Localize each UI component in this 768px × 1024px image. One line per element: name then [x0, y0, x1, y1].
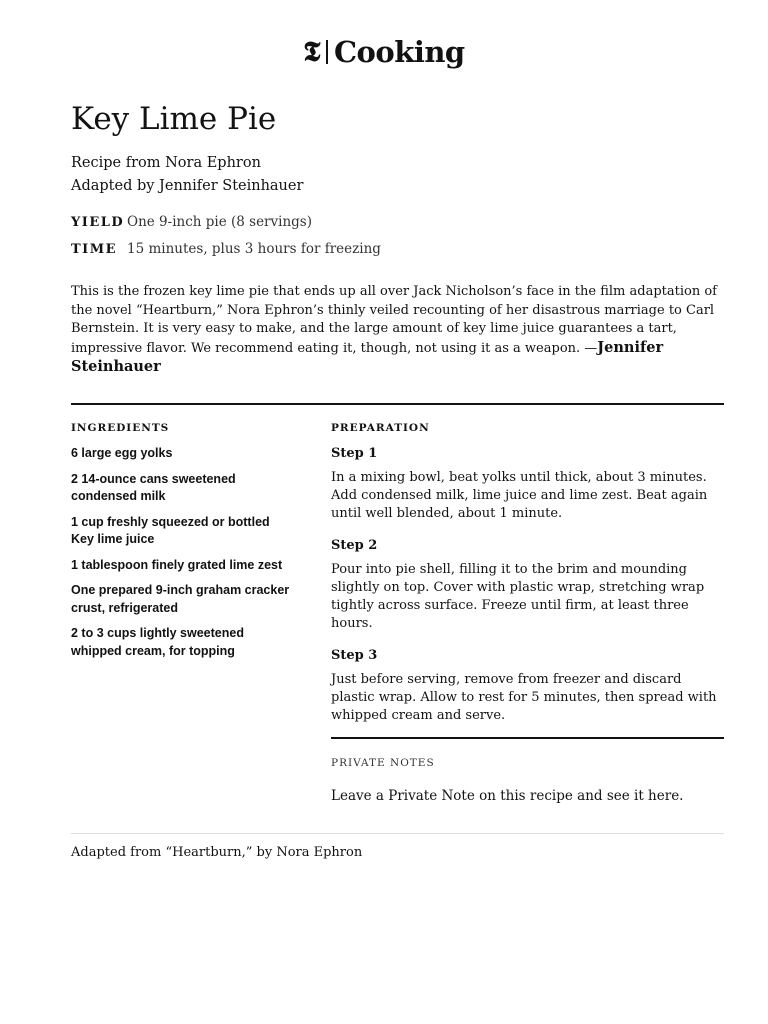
recipe-time: [71, 241, 381, 257]
nyt-cooking-logo[interactable]: [0, 36, 768, 68]
ingredient-item: 1 tablespoon finely grated lime zest: [71, 557, 283, 572]
intro-text: This is the frozen key lime pie that ends up all over Jack Nicholson’s face in the film adaptation of the novel “Heartburn,” Nora Ephron’s thinly veiled recounting of her disastrous marriage to Carl Bernstein. It is very easy to make, and the large amount of key lime juice guarantees a tart, impressive flavor. We recommend eating it, though, not using it as a weapon. —: [71, 284, 717, 356]
recipe-intro: [71, 283, 723, 378]
private-note-link[interactable]: Leave a Private Note on this recipe and see it here.: [331, 788, 684, 804]
recipe-yield: [71, 214, 312, 230]
yield-value: One 9-inch pie (8 servings): [127, 214, 312, 230]
ingredient-item: 1 cup freshly squeezed or bottled Key lime juice: [71, 514, 270, 546]
step-title: Step 3: [331, 648, 378, 663]
ingredient-item: 2 14-ounce cans sweetened condensed milk: [71, 471, 236, 503]
step-text: Pour into pie shell, filling it to the brim and mounding slightly on top. Cover with plastic wrap, stretching wrap tightly across surface. Freeze until firm, at least three hours.: [331, 562, 705, 631]
ingredients-heading: INGREDIENTS: [71, 422, 170, 434]
private-notes-heading: PRIVATE NOTES: [331, 757, 435, 769]
ingredients-section: [71, 421, 296, 668]
logo-divider: [326, 40, 328, 64]
logo-wordmark: Cooking: [333, 35, 465, 69]
recipe-source-note: Adapted from “Heartburn,” by Nora Ephron: [71, 845, 363, 860]
yield-label: YIELD: [71, 215, 125, 230]
step-title: Step 2: [331, 538, 378, 553]
preparation-section: [331, 421, 724, 739]
section-divider: [71, 403, 724, 405]
recipe-byline-source: Recipe from Nora Ephron: [71, 155, 261, 171]
intro-author: Jennifer Steinhauer: [71, 338, 664, 375]
preparation-heading: PREPARATION: [331, 422, 430, 434]
step-title: Step 1: [331, 446, 378, 461]
footer-divider: [71, 833, 724, 834]
ingredient-item: 6 large egg yolks: [71, 446, 173, 460]
notes-divider: [331, 737, 724, 739]
time-value: 15 minutes, plus 3 hours for freezing: [127, 241, 381, 257]
step-text: Just before serving, remove from freezer and discard plastic wrap. Allow to rest for 5 minutes, then spread with whipped cream and serve.: [331, 672, 717, 723]
ingredient-item: 2 to 3 cups lightly sweetened whipped cream, for topping: [71, 626, 244, 658]
time-label: TIME: [71, 242, 118, 257]
step-text: In a mixing bowl, beat yolks until thick, about 3 minutes. Add condensed milk, lime juice and lime zest. Beat again until well blended, about 1 minute.: [331, 470, 708, 521]
ingredients-list: [71, 445, 296, 660]
recipe-byline-adapter: Adapted by Jennifer Steinhauer: [71, 178, 304, 194]
nyt-t-logo-icon: 𝕿: [303, 35, 321, 68]
ingredient-item: One prepared 9-inch graham cracker crust, refrigerated: [71, 583, 290, 615]
recipe-title: Key Lime Pie: [71, 101, 277, 137]
